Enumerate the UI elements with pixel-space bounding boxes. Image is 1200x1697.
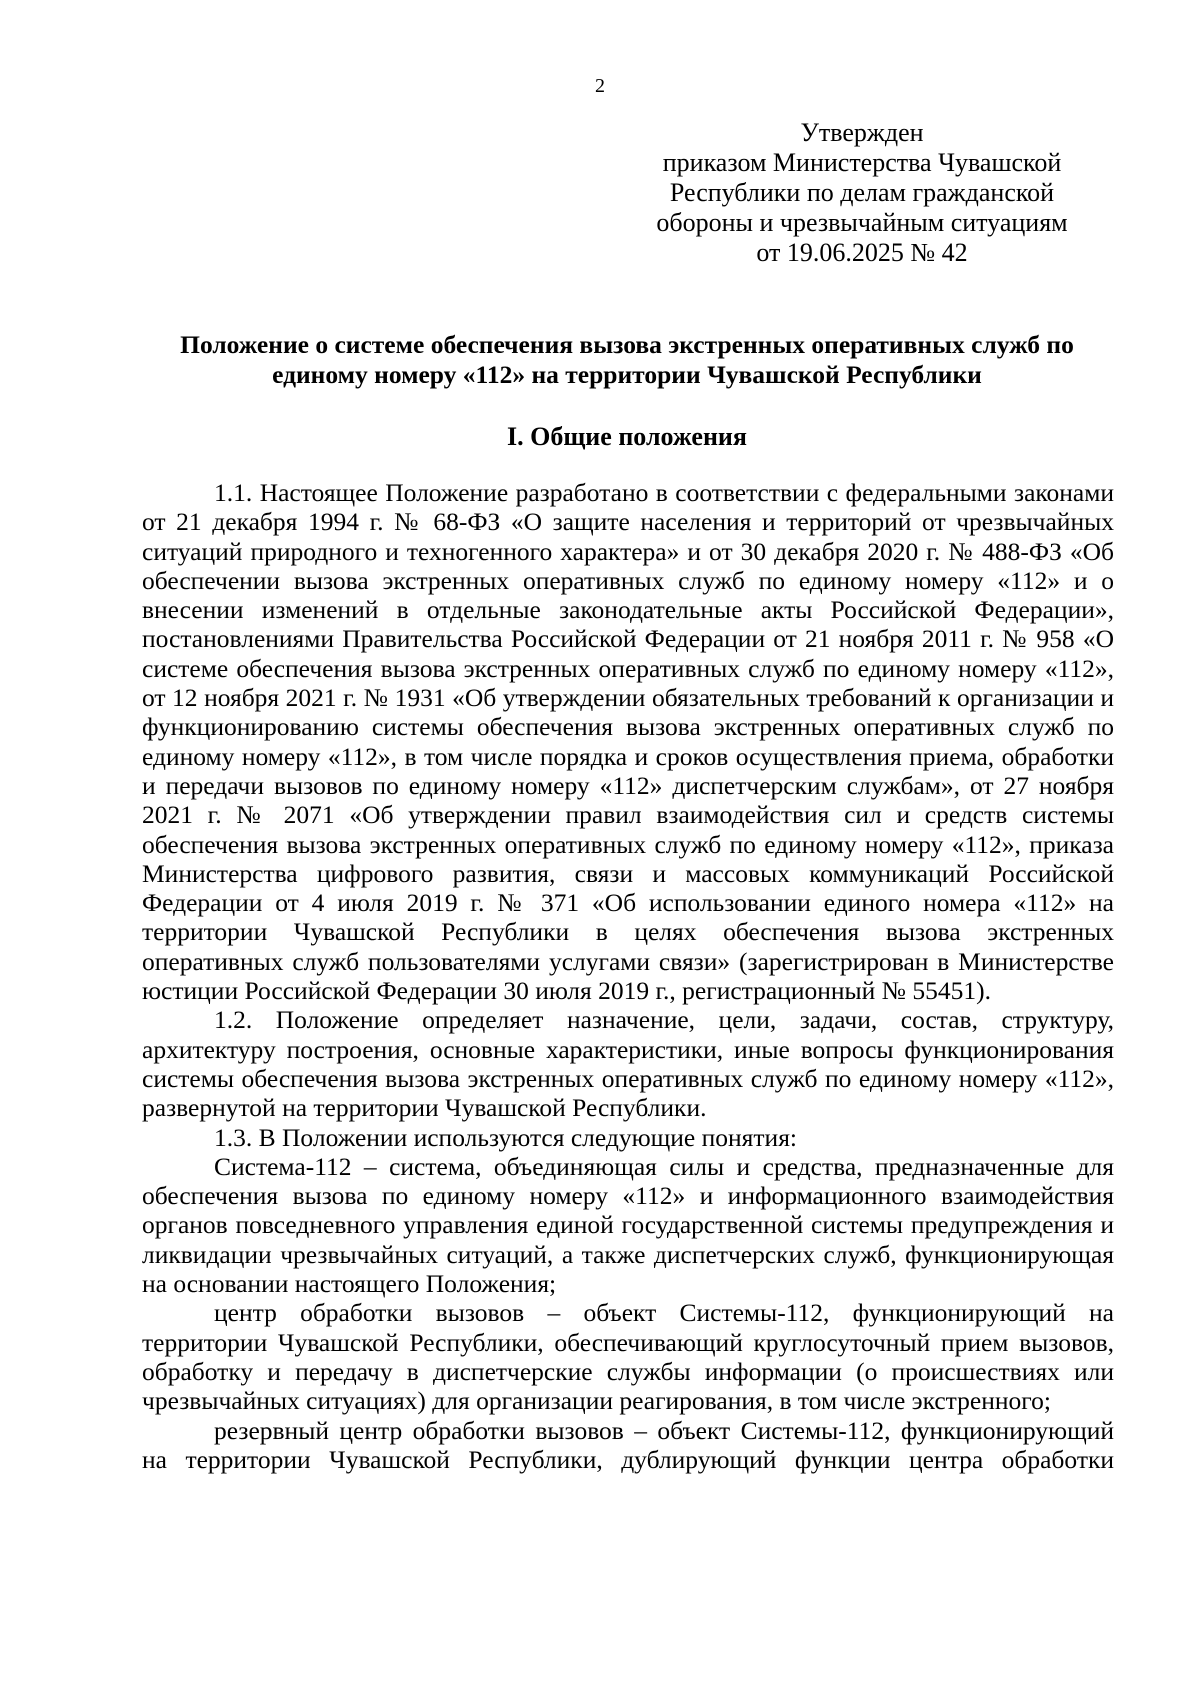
approval-line: приказом Министерства Чувашской [662, 148, 1062, 177]
approval-line: Утвержден [800, 118, 924, 147]
title-line: единому номеру «112» на территории Чувашской Республики [272, 360, 982, 389]
approval-date-line: от 19.06.2025 № 42 [756, 238, 968, 267]
approval-line: обороны и чрезвычайным ситуациям [656, 208, 1068, 237]
approval-block [632, 118, 1092, 268]
approval-line: Республики по делам гражданской [669, 178, 1055, 207]
paragraph-1-1: 1.1. Настоящее Положение разработано в соответствии с федеральными законами от 21 декабря 1994 г. № 68-ФЗ «О защите населения и территорий от чрезвычайных ситуаций природного и техногенного характера» и от 30 декабря 2020 г. № 488-ФЗ «Об обеспечении вызова экстренных оперативных служб по единому номеру «112» и о внесении изменений в отдельные законодательные акты Российской Федерации», постановлениями Правительства Российской Федерации от 21 ноября 2011 г. № 958 «О системе обеспечения вызова экстренных оперативных служб по единому номеру «112», от 12 ноября 2021 г. № 1931 «Об утверждении обязательных требований к организации и функционированию системы обеспечения вызова экстренных оперативных служб по единому номеру «112», в том числе порядка и сроков осуществления приема, обработки и передачи вызовов по единому номеру «112» диспетчерским службам», от 27 ноября 2021 г. № 2071 «Об утверждении правил взаимодействия сил и средств системы обеспечения вызова экстренных оперативных служб по единому номеру «112», приказа Министерства цифрового развития, связи и массовых коммуникаций Российской Федерации от 4 июля 2019 г. № 371 «Об использовании единого номера «112» на территории Чувашской Республики в целях обеспечения вызова экстренных оперативных служб пользователями услугами связи» (зарегистрирован в Министерстве юстиции Российской Федерации 30 июля 2019 г., регистрационный № 55451). [142, 478, 1114, 1006]
document-title [140, 330, 1114, 390]
definition-call-center: центр обработки вызовов – объект Системы-112, функционирующий на территории Чувашской Республики, обеспечивающий круглосуточный прием вызовов, обработку и передачу в диспетчерские службы информации (о происшествиях или чрезвычайных ситуациях) для организации реагирования, в том числе экстренного; [142, 1298, 1114, 1416]
definition-reserve-call-center: резервный центр обработки вызовов – объект Системы-112, функционирующий на территории Чувашской Республики, дублирующий функции центра обработки [142, 1415, 1114, 1474]
paragraph-1-3: 1.3. В Положении используются следующие понятия: [214, 1122, 798, 1152]
page-number: 2 [595, 75, 605, 97]
section-heading: I. Общие положения [507, 422, 747, 451]
title-line: Положение о системе обеспечения вызова экстренных оперативных служб по [180, 330, 1074, 359]
document-body [142, 478, 1114, 1474]
paragraph-1-2: 1.2. Положение определяет назначение, цели, задачи, состав, структуру, архитектуру построения, основные характеристики, иные вопросы функционирования системы обеспечения вызова экстренных оперативных служб по единому номеру «112», развернутой на территории Чувашской Республики. [142, 1005, 1114, 1123]
definition-system-112: Система-112 – система, объединяющая силы и средства, предназначенные для обеспечения вызова по единому номеру «112» и информационного взаимодействия органов повседневного управления единой государственной системы предупреждения и ликвидации чрезвычайных ситуаций, а также диспетчерских служб, функционирующая на основании настоящего Положения; [142, 1151, 1114, 1299]
